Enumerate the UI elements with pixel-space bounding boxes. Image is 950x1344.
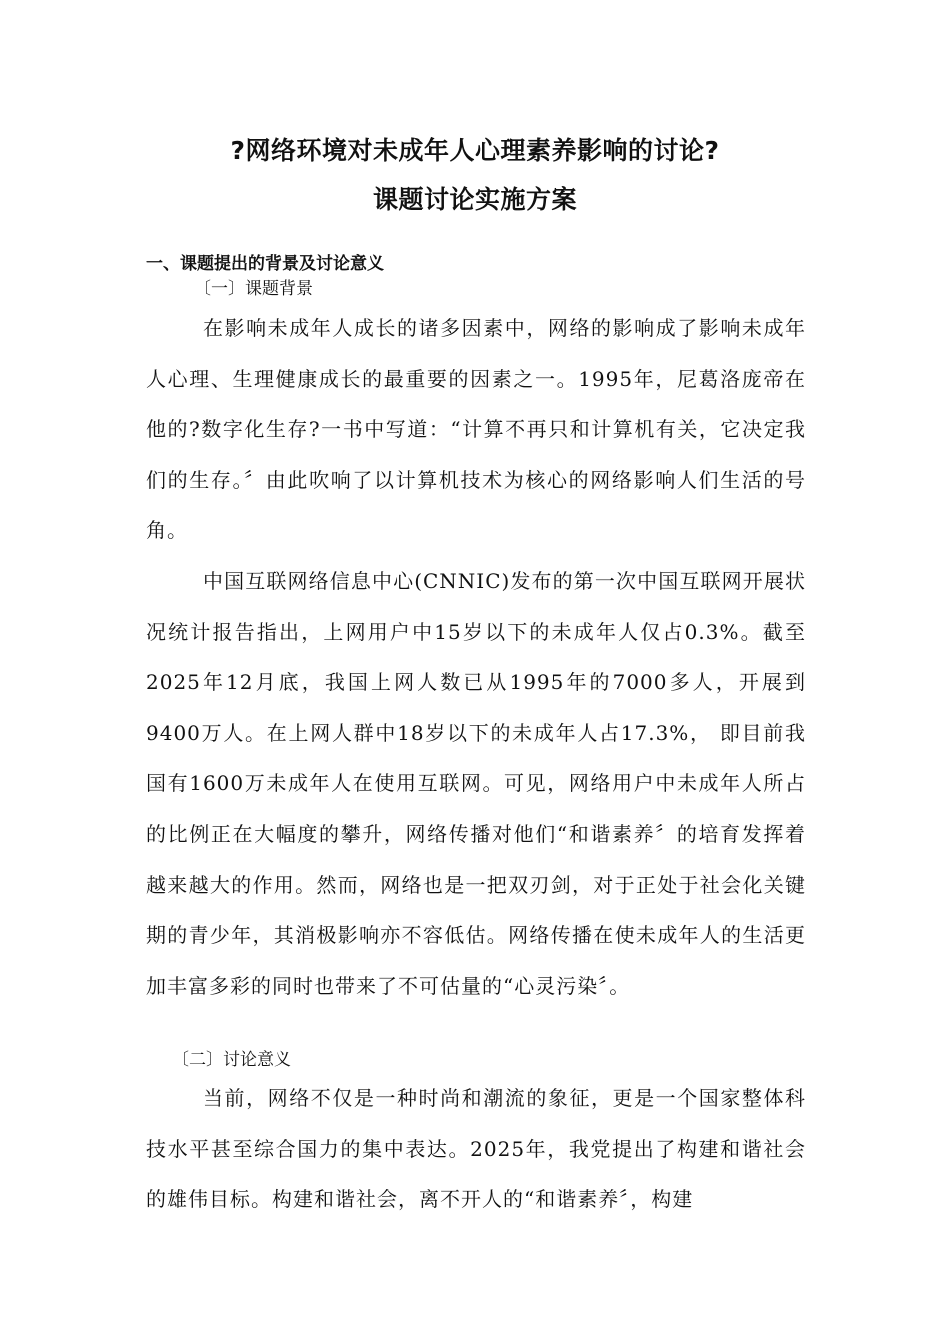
- paragraph-background-1: 在影响未成年人成长的诸多因素中，网络的影响成了影响未成年人心理、生理健康成长的最重要的因素之一。1995年，尼葛洛庞帝在他的?数字化生存?一书中写道：“计算不再只和计算机有关，它决定我们的生存。〞由此吹响了以计算机技术为核心的网络影响人们生活的号角。: [146, 316, 806, 543]
- document-title-line1: ?网络环境对未成年人心理素养影响的讨论?: [230, 136, 720, 165]
- paragraph-background-2: 中国互联网络信息中心(CNNIC)发布的第一次中国互联网开展状况统计报告指出，上网用户中15岁以下的未成年人仅占0.3%。截至2025年12月底，我国上网人数已从1995年的7000多人，开展到9400万人。在上网人群中18岁以下的未成年人占17.3%， 即目前我国有1600万未成年人在使用互联网。可见，网络用户中未成年人所占的比例正在大幅度的攀升，网络传播对他们“和谐素养〞的培育发挥着越来越大的作用。然而，网络也是一把双刃剑，对于正处于社会化关键期的青少年，其消极影响亦不容低估。网络传播在使未成年人的生活更加丰富多彩的同时也带来了不可估量的“心灵污染〞。: [146, 569, 806, 998]
- section-heading-background-significance: 一、课题提出的背景及讨论意义: [146, 254, 384, 274]
- subsection-heading-significance: 〔二〕讨论意义: [172, 1050, 291, 1070]
- subsection-heading-background: 〔一〕课题背景: [194, 279, 313, 299]
- document-title-line2: 课题讨论实施方案: [372, 185, 577, 214]
- paragraph-significance-1: 当前，网络不仅是一种时尚和潮流的象征，更是一个国家整体科技水平甚至综合国力的集中表达。2025年，我党提出了构建和谐社会的雄伟目标。构建和谐社会，离不开人的“和谐素养〞，构建: [146, 1086, 806, 1212]
